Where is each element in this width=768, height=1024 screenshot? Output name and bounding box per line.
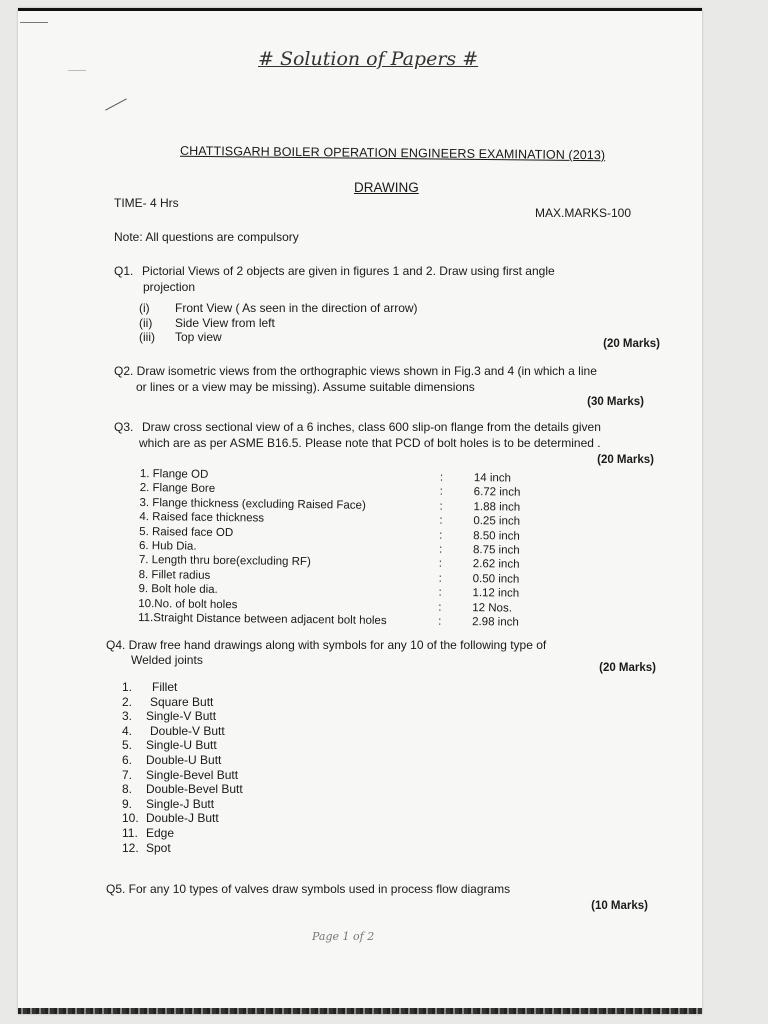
list-item: 4. Double-V Butt [122, 723, 225, 738]
q2-line2: or lines or a view may be missing). Assume suitable dimensions [136, 380, 475, 394]
table-row: 1. Flange OD : 14 inch [139, 467, 512, 485]
q4-line2: Welded joints [131, 653, 203, 667]
q1-line2: projection [143, 280, 196, 294]
table-row: 4. Raised face thickness : 0.25 inch [139, 511, 521, 528]
exam-paper [18, 8, 702, 1014]
q3-line1 [114, 420, 601, 434]
q3-text: Draw cross sectional view of a 6 inches, class 600 slip-on flange from the details given [142, 420, 601, 434]
q1-text: Pictorial Views of 2 objects are given in figures 1 and 2. Draw using first angle [142, 264, 555, 278]
table-row: 2. Flange Bore : 6.72 inch [139, 482, 521, 500]
q5-line1: Q5. For any 10 types of valves draw symbols used in process flow diagrams [106, 882, 511, 896]
list-item: 11. Edge [122, 825, 175, 840]
stray-pen-mark [105, 98, 127, 110]
page-top-edge [18, 8, 702, 11]
table-row: 5. Raised face OD : 8.50 inch [139, 525, 520, 543]
table-row: 7. Length thru bore(excluding RF) : 2.62 inch [138, 554, 520, 572]
table-row: 11.Straight Distance between adjacent bolt holes : 2.98 inch [138, 612, 519, 629]
list-item: 7. Single-Bevel Butt [122, 767, 239, 782]
exam-title: CHATTISGARH BOILER OPERATION ENGINEERS EXAMINATION (2013) [179, 143, 606, 163]
q5-marks: (10 Marks) [591, 900, 648, 912]
q1-item: (ii) Side View from left [139, 315, 275, 330]
table-row: 8. Fillet radius : 0.50 inch [138, 568, 520, 586]
table-row: 9. Bolt hole dia. : 1.12 inch [138, 583, 520, 600]
subject-heading: DRAWING [354, 180, 419, 195]
max-marks-label: MAX.MARKS-100 [535, 206, 632, 220]
list-item: 8. Double-Bevel Butt [122, 782, 243, 797]
q2-marks: (30 Marks) [587, 396, 644, 408]
page-bottom-edge [18, 1008, 702, 1014]
q4-marks: (20 Marks) [599, 662, 656, 674]
handwritten-page-number: Page 1 of 2 [312, 930, 375, 943]
q1-item: (i) Front View ( As seen in the direction of arrow) [139, 301, 418, 315]
table-row: 3. Flange thickness (excluding Raised Face) : 1.88 inch [139, 496, 521, 514]
q4-line1: Q4. Draw free hand drawings along with symbols for any 10 of the following type of [106, 638, 547, 652]
stray-mark [68, 70, 86, 71]
time-label: TIME- 4 Hrs [114, 196, 179, 210]
q1-line1 [114, 264, 555, 278]
flange-details-table [138, 467, 521, 630]
list-item: 12. Spot [122, 840, 171, 855]
list-item: 1. Fillet [122, 680, 178, 694]
list-item: 5. Single-U Butt [122, 738, 217, 753]
list-item: 2. Square Butt [122, 694, 214, 709]
list-item: 9. Single-J Butt [122, 796, 215, 811]
list-item: 3. Single-V Butt [122, 709, 217, 724]
q1-sublist [139, 301, 418, 345]
q2-line1: Q2. Draw isometric views from the orthographic views shown in Fig.3 and 4 (in which a line [114, 364, 597, 378]
handwritten-title: # Solution of Papers # [258, 48, 479, 70]
table-row: 10.No. of bolt holes : 12 Nos. [138, 597, 513, 615]
table-row: 6. Hub Dia. : 8.75 inch [138, 540, 520, 557]
q3-marks: (20 Marks) [597, 454, 654, 466]
q3-line2: which are as per ASME B16.5. Please note that PCD of bolt holes is to be determined . [139, 436, 601, 450]
q3-number: Q3. [114, 420, 134, 434]
stray-mark [20, 22, 48, 23]
q1-item: (iii) Top view [139, 330, 222, 344]
list-item: 6. Double-U Butt [122, 752, 222, 767]
list-item: 10. Double-J Butt [122, 811, 219, 826]
welded-joints-list [122, 680, 243, 855]
q1-marks: (20 Marks) [603, 338, 660, 350]
q1-number: Q1. [114, 264, 134, 278]
note-text: Note: All questions are compulsory [114, 230, 299, 244]
